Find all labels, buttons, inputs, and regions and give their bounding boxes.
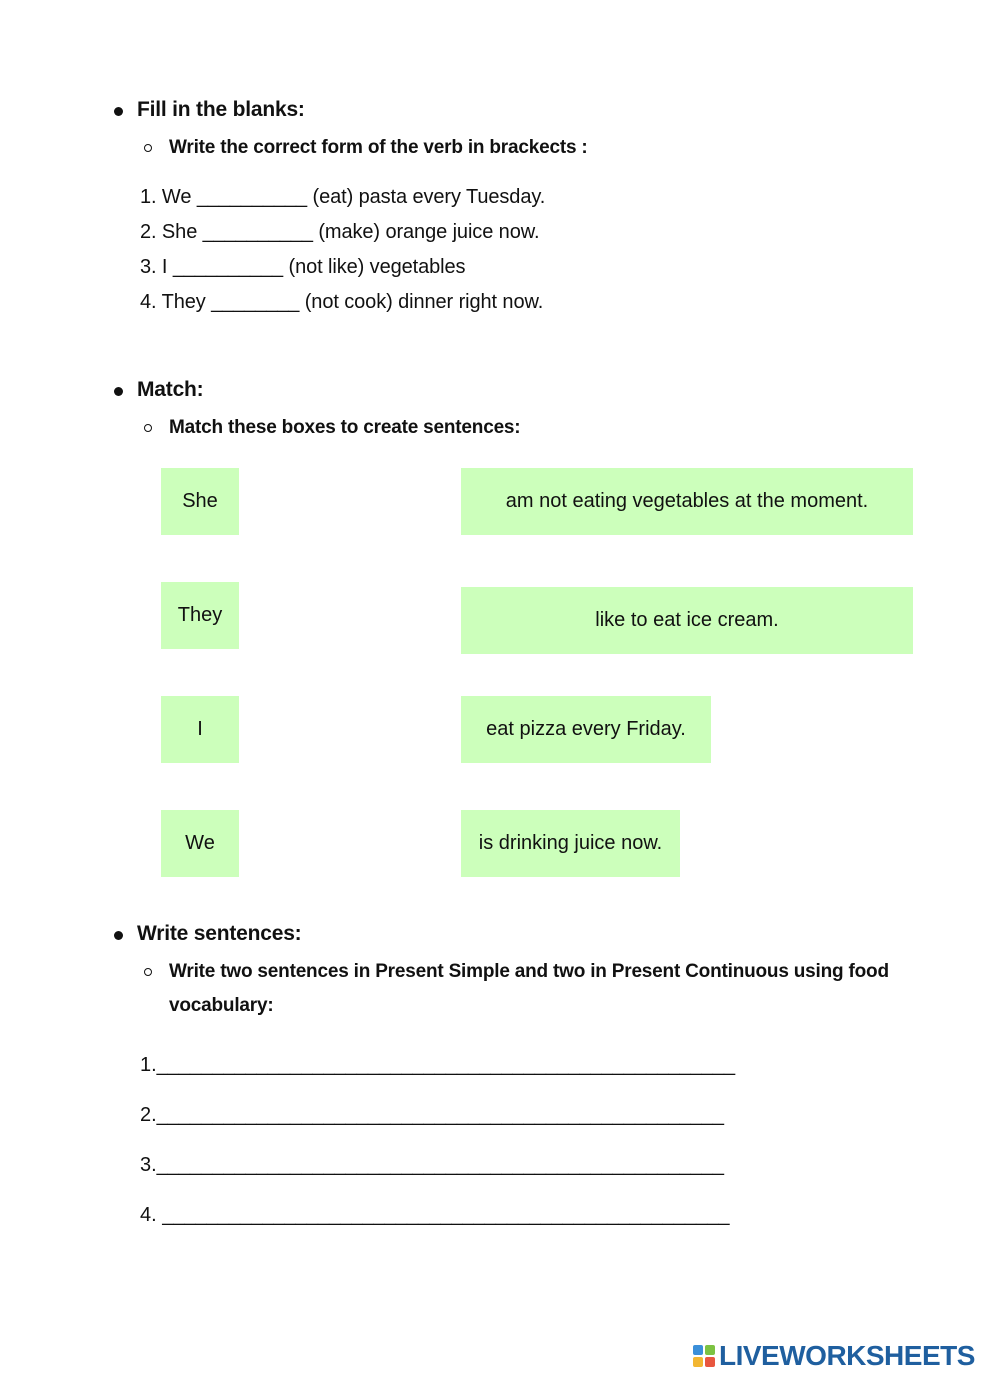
answer-line-2[interactable]: 2.___________________________________________________: [140, 1104, 724, 1126]
circle-bullet-icon: [144, 424, 152, 432]
answer-line-4[interactable]: 4. ___________________________________________________: [140, 1204, 730, 1226]
bullet-icon: [114, 107, 123, 116]
match-right-box-1[interactable]: am not eating vegetables at the moment.: [461, 468, 913, 535]
match-right-box-2[interactable]: like to eat ice cream.: [461, 587, 913, 654]
bullet-icon: [114, 931, 123, 940]
match-left-box-1[interactable]: She: [161, 468, 239, 535]
bullet-icon: [114, 387, 123, 396]
match-left-box-3[interactable]: I: [161, 696, 239, 763]
instruction-fill-blanks: Write the correct form of the verb in brackects :: [169, 137, 588, 158]
exercise-item-3: 3. I __________ (not like) vegetables: [140, 256, 466, 278]
match-right-box-3[interactable]: eat pizza every Friday.: [461, 696, 711, 763]
instruction-write-sentences: Write two sentences in Present Simple and two in Present Continuous using food vocabulary:: [169, 961, 889, 1016]
logo-grid-icon: [693, 1345, 715, 1367]
liveworksheets-logo: [693, 1340, 975, 1372]
exercise-item-1: 1. We __________ (eat) pasta every Tuesday.: [140, 186, 546, 208]
instruction-match: Match these boxes to create sentences:: [169, 417, 521, 438]
logo-text: LIVEWORKSHEETS: [719, 1340, 975, 1371]
section-title-match: Match:: [137, 378, 204, 401]
circle-bullet-icon: [144, 144, 152, 152]
section-title-write-sentences: Write sentences:: [137, 922, 302, 945]
section-title-fill-blanks: Fill in the blanks:: [137, 98, 305, 121]
exercise-item-2: 2. She __________ (make) orange juice now.: [140, 221, 540, 243]
match-left-box-4[interactable]: We: [161, 810, 239, 877]
answer-line-3[interactable]: 3.___________________________________________________: [140, 1154, 724, 1176]
circle-bullet-icon: [144, 968, 152, 976]
match-right-box-4[interactable]: is drinking juice now.: [461, 810, 680, 877]
exercise-item-4: 4. They ________ (not cook) dinner right now.: [140, 291, 544, 313]
answer-line-1[interactable]: 1.____________________________________________________: [140, 1054, 736, 1076]
match-left-box-2[interactable]: They: [161, 582, 239, 649]
